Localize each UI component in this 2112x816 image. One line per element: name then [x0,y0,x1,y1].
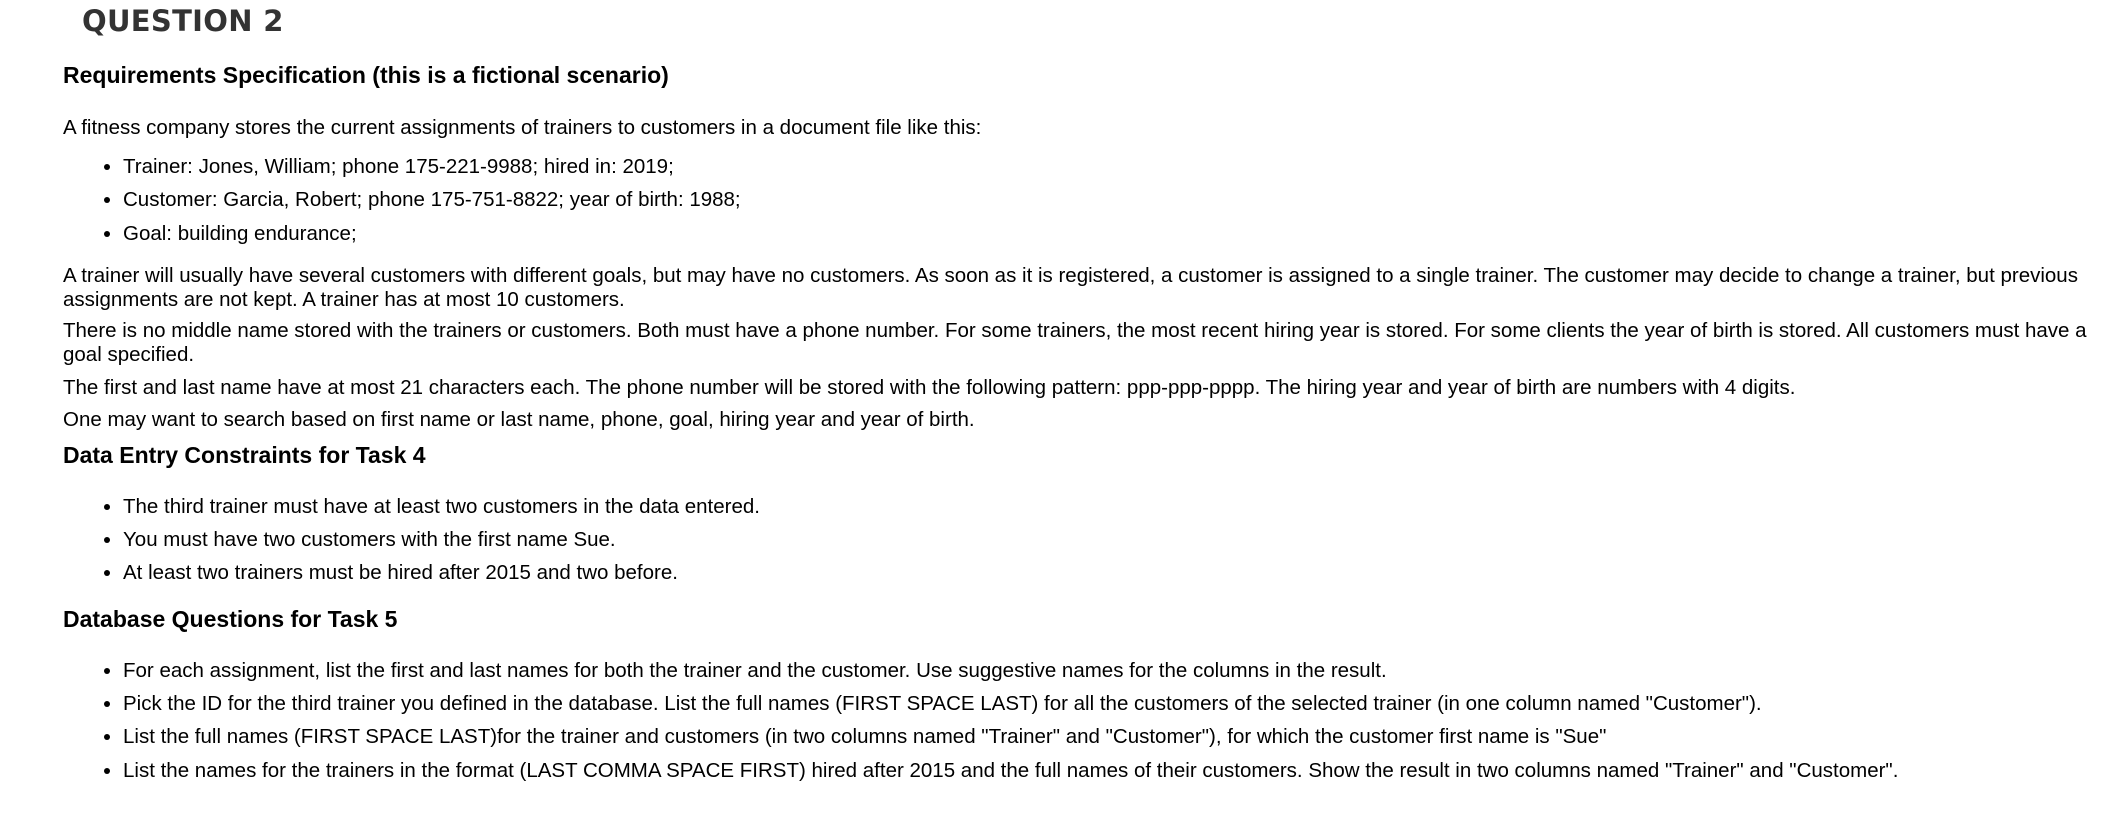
requirements-intro: A fitness company stores the current assignments of trainers to customers in a document file like this: [63,116,982,139]
requirements-heading: Requirements Specification (this is a fictional scenario) [63,62,669,88]
requirements-paragraph: There is no middle name stored with the trainers or customers. Both must have a phone number. For some trainers, the most recent hiring year is stored. For some clients the year of birth is stored. All customers must have a goal specified. [63,318,2087,366]
data-entry-list [63,490,2103,590]
list-item: • Pick the ID for the third trainer you defined in the database. List the full names (FIRST SPACE LAST) for all the customers of the selected trainer (in one column named "Customer"). [123,687,2103,720]
list-item: • List the names for the trainers in the format (LAST COMMA SPACE FIRST) hired after 2015 and the full names of their customers. Show the result in two columns named "Trainer" and "Customer". [123,754,2103,787]
requirements-paragraph: A trainer will usually have several customers with different goals, but may have no customers. As soon as it is registered, a customer is assigned to a single trainer. The customer may decide to change a trainer, but previous assignments are not kept. A trainer has at most 10 customers. [63,263,2078,311]
question-title: QUESTION 2 [82,4,284,38]
list-item: • List the full names (FIRST SPACE LAST)for the trainer and customers (in two columns named "Trainer" and "Customer"), for which the customer first name is "Sue" [123,720,2103,753]
list-item: • For each assignment, list the first and last names for both the trainer and the customer. Use suggestive names for the columns in the result. [123,654,2103,687]
data-entry-heading: Data Entry Constraints for Task 4 [63,441,426,468]
document-body [63,56,2103,787]
db-questions-heading: Database Questions for Task 5 [63,605,398,632]
requirements-paragraph: The first and last name have at most 21 characters each. The phone number will be stored with the following pattern: ppp-ppp-pppp. The hiring year and year of birth are numbers with 4 digits. [63,375,1796,399]
list-item: • At least two trainers must be hired after 2015 and two before. [123,556,2103,589]
db-questions-list [63,654,2103,787]
list-item: • Customer: Garcia, Robert; phone 175-751-8822; year of birth: 1988; [123,183,2103,216]
requirements-paragraph: One may want to search based on first name or last name, phone, goal, hiring year and year of birth. [63,407,975,431]
list-item: • Goal: building endurance; [123,217,2103,250]
list-item: • The third trainer must have at least two customers in the data entered. [123,490,2103,523]
list-item: • You must have two customers with the first name Sue. [123,523,2103,556]
example-record-list [63,150,2103,250]
list-item: • Trainer: Jones, William; phone 175-221-9988; hired in: 2019; [123,150,2103,183]
